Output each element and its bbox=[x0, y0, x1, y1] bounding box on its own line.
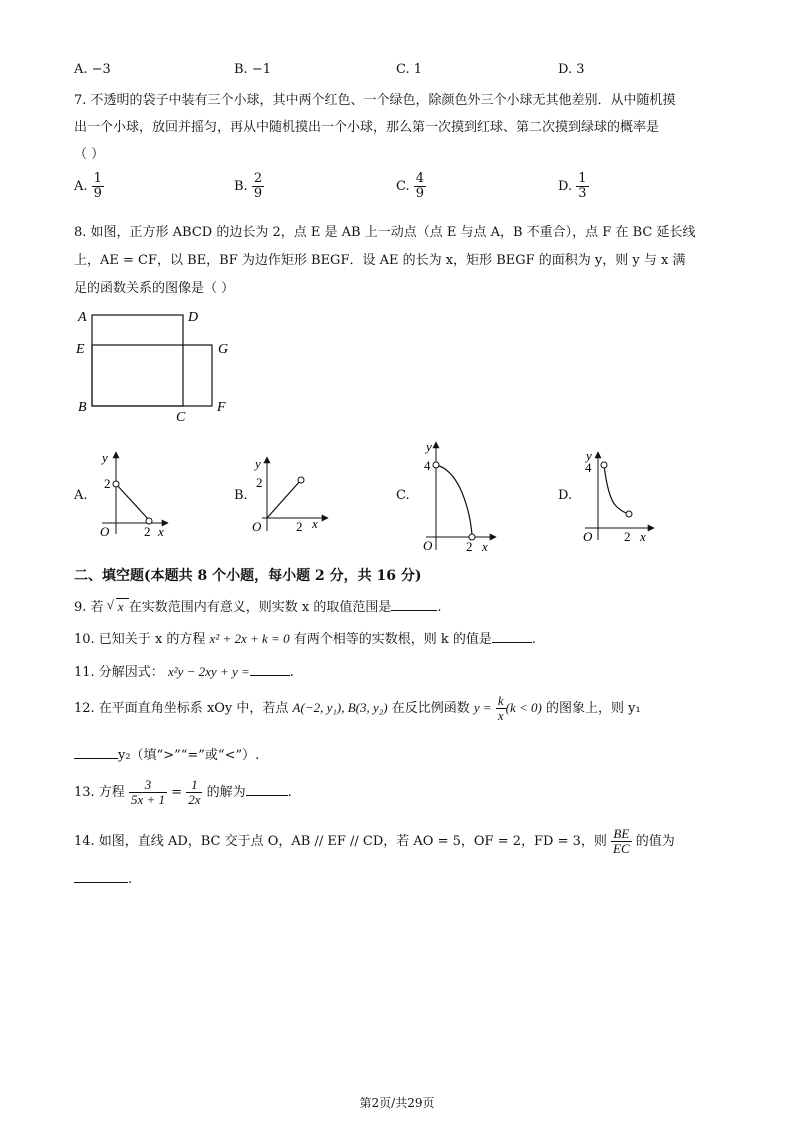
q14-line-1: 14. 如图，直线 AD，BC 交于点 O，AB // EF // CD，若 AO = 5，OF = 2，FD = 3，则 $\frac{BE}{EC}$ 的值为 bbox=[74, 826, 675, 856]
y-tick: 4 bbox=[585, 460, 592, 475]
x-tick: 2 bbox=[144, 524, 151, 538]
label-g: G bbox=[218, 342, 229, 357]
axis-x-label: x bbox=[640, 529, 646, 544]
q8-line-3: 足的函数关系的图像是（ ） bbox=[74, 281, 235, 296]
q7-option-b: B. $\frac{2}{9}$ bbox=[234, 171, 263, 201]
axis-x-label: x bbox=[158, 524, 164, 538]
label-c: C bbox=[176, 410, 186, 425]
axis-y-label: y bbox=[426, 439, 432, 454]
q6-option-d: D. 3 bbox=[558, 62, 585, 77]
y-tick: 2 bbox=[256, 475, 263, 490]
q8-option-a-letter: A. bbox=[74, 488, 88, 503]
q8-option-c-letter: C. bbox=[396, 488, 410, 503]
y-tick: 2 bbox=[104, 476, 111, 491]
q8-graph-a bbox=[92, 448, 172, 538]
origin-label: O bbox=[100, 524, 110, 538]
origin-label: O bbox=[252, 519, 262, 534]
q11: 11. 分解因式： x²y − 2xy + y = . bbox=[74, 664, 294, 680]
q8-figure bbox=[70, 305, 240, 427]
x-tick: 2 bbox=[466, 539, 473, 553]
q7-option-c: C. $\frac{4}{9}$ bbox=[396, 171, 425, 201]
origin-label: O bbox=[423, 538, 433, 553]
q10: 10. 已知关于 x 的方程 x² + 2x + k = 0 有两个相等的实数根，则 k 的值是 . bbox=[74, 631, 537, 647]
q8-graph-b bbox=[252, 453, 332, 538]
label-d: D bbox=[188, 310, 199, 325]
label-f: F bbox=[217, 400, 226, 415]
q8-line-2: 上，AE = CF，以 BE，BF 为边作矩形 BEGF．设 AE 的长为 x，矩形 BEGF 的面积为 y，则 y 与 x 满 bbox=[74, 253, 686, 268]
q9: 9. 若 √ x 在实数范围内有意义，则实数 x 的取值范围是 . bbox=[74, 597, 442, 615]
q7-option-a: A. $\frac{1}{9}$ bbox=[74, 171, 102, 201]
y-tick: 4 bbox=[424, 458, 431, 473]
q7-option-d: D. $\frac{1}{3}$ bbox=[558, 171, 587, 201]
q8-graph-c bbox=[420, 438, 500, 553]
q6-option-c: C. 1 bbox=[396, 62, 423, 77]
origin-label: O bbox=[583, 529, 593, 544]
axis-y-label: y bbox=[102, 450, 108, 465]
label-a: A bbox=[78, 310, 87, 325]
axis-x-label: x bbox=[312, 516, 318, 531]
q6-option-b: B. −1 bbox=[234, 62, 271, 77]
axis-y-label: y bbox=[586, 448, 592, 463]
q12-line-1: 12. 在平面直角坐标系 xOy 中，若点 A(−2, y₁), B(3, y₂) 在反比例函数 y = $\frac{k}{x}$ (k < 0) 的图象上，则 y₁ bbox=[74, 693, 641, 723]
q14-line-2: . bbox=[74, 872, 132, 887]
section-heading: 二、填空题(本题共 8 个小题，每小题 2 分，共 16 分) bbox=[74, 568, 422, 584]
q7-paren: （ ） bbox=[74, 147, 105, 162]
x-tick: 2 bbox=[296, 519, 303, 534]
q6-option-a: A. −3 bbox=[74, 62, 111, 77]
q8-option-d-letter: D. bbox=[558, 488, 573, 503]
label-e: E bbox=[76, 342, 85, 357]
q12-line-2: y₂（填“>”“=”或“<”）. bbox=[74, 744, 259, 763]
q8-option-b-letter: B. bbox=[234, 488, 248, 503]
label-b: B bbox=[78, 400, 87, 415]
q7-line-1: 7. 不透明的袋子中装有三个小球，其中两个红色、一个绿色，除颜色外三个小球无其他差别．从中随机摸 bbox=[74, 93, 676, 108]
axis-y-label: y bbox=[255, 456, 261, 471]
x-tick: 2 bbox=[624, 529, 631, 544]
q13: 13. 方程 $\frac{3}{5x + 1}$ = $\frac{1}{2x}$ 的解为 . bbox=[74, 777, 292, 807]
axis-x-label: x bbox=[482, 539, 488, 553]
q8-graph-d bbox=[582, 448, 662, 544]
page-footer: 第2页/共29页 bbox=[359, 1096, 435, 1110]
q8-line-1: 8. 如图，正方形 ABCD 的边长为 2，点 E 是 AB 上一动点（点 E 与点 A，B 不重合），点 F 在 BC 延长线 bbox=[74, 225, 696, 240]
q7-line-2: 出一个小球，放回并摇匀，再从中随机摸出一个小球，那么第一次摸到红球、第二次摸到绿球的概率是 bbox=[74, 120, 660, 135]
